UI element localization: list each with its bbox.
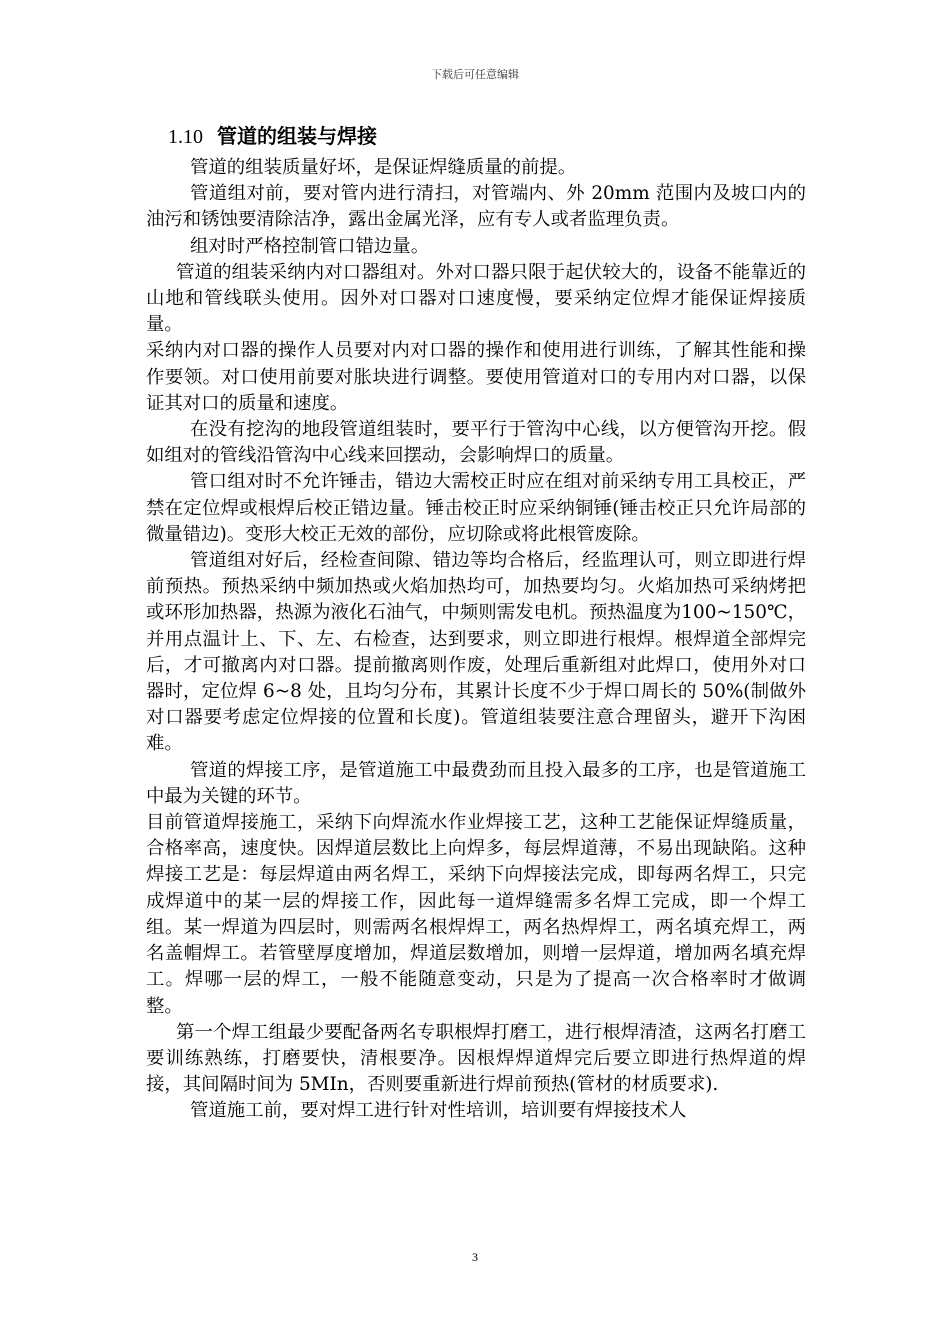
section-number: 1.10 bbox=[168, 126, 203, 148]
paragraph: 采纳内对口器的操作人员要对内对口器的操作和使用进行训练，了解其性能和操作要领。对口使用前要对胀块进行调整。要使用管道对口的专用内对口器，以保证其对口的质量和速度。 bbox=[146, 340, 806, 414]
paragraph: 管道的焊接工序，是管道施工中最费劲而且投入最多的工序，也是管道施工中最为关键的环节。 bbox=[146, 759, 806, 807]
paragraph: 目前管道焊接施工，采纳下向焊流水作业焊接工艺，这种工艺能保证焊缝质量，合格率高，速度快。因焊道层数比上向焊多，每层焊道薄，不易出现缺陷。这种焊接工艺是：每层焊道由两名焊工，采纳下向焊接法完成，即每两名焊工，只完成焊道中的某一层的焊接工作，因此每一道焊缝需多名焊工完成，即一个焊工组。某一焊道为四层时，则需两名根焊焊工，两名热焊焊工，两名填充焊工，两名盖帽焊工。若管壁厚度增加，焊道层数增加，则增一层焊道，增加两名填充焊工。焊哪一层的焊工，一般不能随意变动，只是为了提高一次合格率时才做调整。 bbox=[146, 812, 806, 1017]
paragraph: 管口组对时不允许锤击，错边大需校正时应在组对前采纳专用工具校正，严禁在定位焊或根焊后校正错边量。锤击校正时应采纳铜锤(锤击校正只允许局部的微量错边)。变形大校正无效的部份，应切除或将此根管废除。 bbox=[146, 471, 806, 545]
document-body bbox=[146, 122, 806, 1125]
paragraph: 管道组对前，要对管内进行清扫，对管端内、外 20mm 范围内及坡口内的油污和锈蚀要清除洁净，露出金属光泽，应有专人或者监理负责。 bbox=[146, 183, 806, 231]
paragraph: 管道的组装质量好坏，是保证焊缝质量的前提。 bbox=[190, 157, 577, 178]
page-number: 3 bbox=[472, 1250, 478, 1264]
paragraph: 管道施工前，要对焊工进行针对性培训，培训要有焊接技术人 bbox=[190, 1100, 687, 1122]
paragraph: 第一个焊工组最少要配备两名专职根焊打磨工，进行根焊清渣，这两名打磨工要训练熟练，打磨要快，清根要净。因根焊焊道焊完后要立即进行热焊道的焊接，其间隔时间为 5MIn，否则要重新进行焊前预热(管材的材质要求). bbox=[146, 1021, 806, 1096]
paragraph: 管道组对好后，经检查间隙、错边等均合格后，经监理认可，则立即进行焊前预热。预热采纳中频加热或火焰加热均可，加热要均匀。火焰加热可采纳烤把或环形加热器，热源为液化石油气，中频则需发电机。预热温度为100~150℃，并用点温计上、下、左、右检查，达到要求，则立即进行根焊。根焊道全部焊完后，才可撤离内对口器。提前撤离则作废，处理后重新组对此焊口，使用外对口器时，定位焊 6~8 处，且均匀分布，其累计长度不少于焊口周长的 50%(制做外对口器要考虑定位焊接的位置和长度)。管道组装要注意合理留头，避开下沟困难。 bbox=[146, 550, 806, 755]
paragraph: 在没有挖沟的地段管道组装时，要平行于管沟中心线，以方便管沟开挖。假如组对的管线沿管沟中心线来回摆动，会影响焊口的质量。 bbox=[146, 419, 806, 467]
page-header: 下载后可任意编辑 bbox=[431, 68, 519, 81]
paragraph: 管道的组装采纳内对口器组对。外对口器只限于起伏较大的，设备不能靠近的山地和管线联头使用。因外对口器对口速度慢，要采纳定位焊才能保证焊接质量。 bbox=[146, 261, 806, 336]
section-heading bbox=[168, 122, 806, 151]
paragraph: 组对时严格控制管口错边量。 bbox=[190, 235, 430, 257]
section-title: 管道的组装与焊接 bbox=[217, 124, 377, 148]
